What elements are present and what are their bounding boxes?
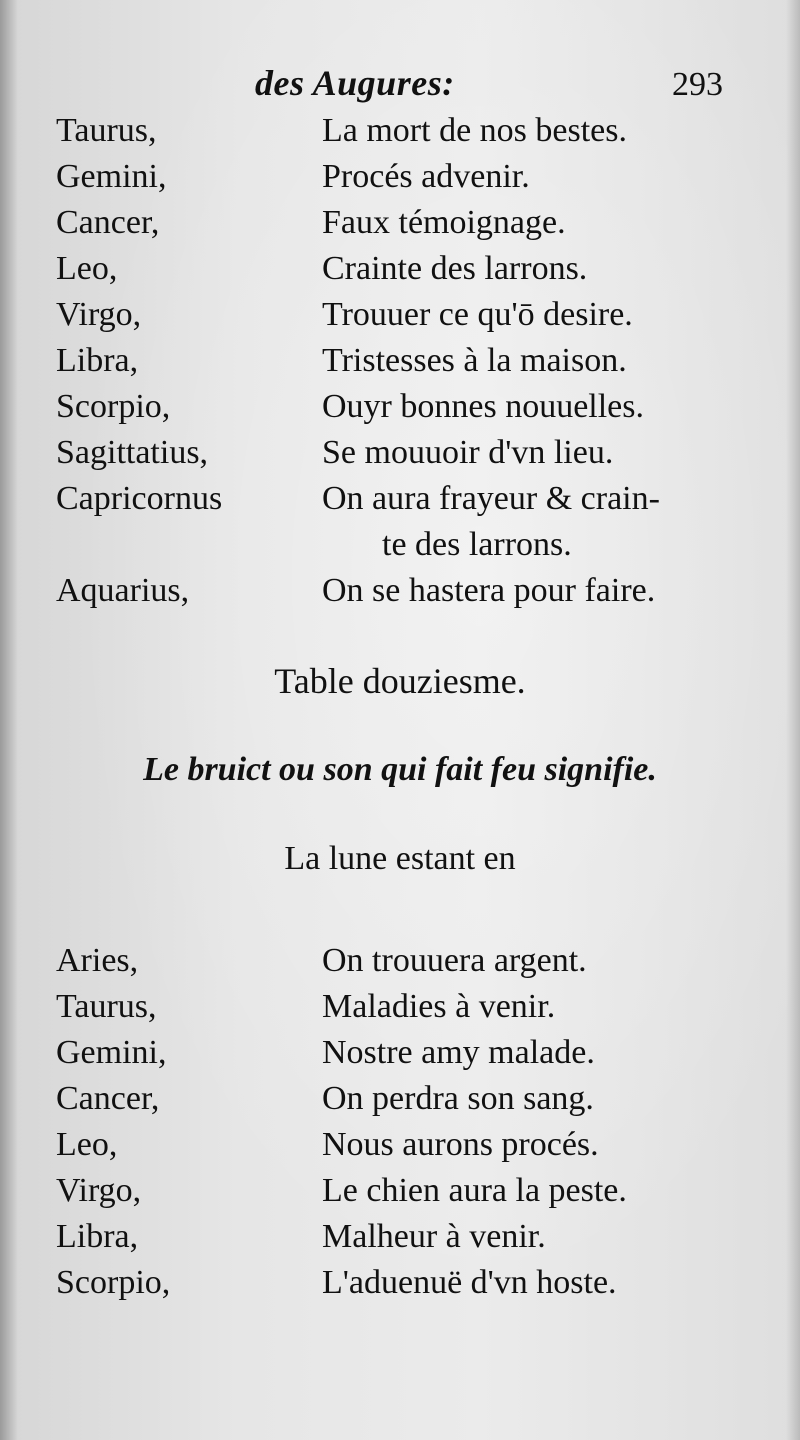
list-row bbox=[0, 568, 800, 614]
sign-meaning: On perdra son sang. bbox=[322, 1080, 594, 1117]
zodiac-sign: Libra, bbox=[56, 342, 139, 379]
table-title: Table douziesme. bbox=[274, 661, 526, 701]
table-subtitle: Le bruict ou son qui fait feu signifie. bbox=[143, 751, 657, 788]
list-row bbox=[0, 984, 800, 1030]
zodiac-sign: Cancer, bbox=[56, 1080, 160, 1117]
zodiac-sign: Taurus, bbox=[56, 112, 157, 149]
zodiac-sign: Gemini, bbox=[56, 1034, 167, 1071]
moon-heading: La lune estant en bbox=[284, 840, 516, 877]
zodiac-sign: Scorpio, bbox=[56, 1264, 171, 1301]
list-row bbox=[0, 108, 800, 154]
first-zodiac-list bbox=[0, 108, 800, 614]
list-row bbox=[0, 476, 800, 522]
list-row bbox=[0, 1030, 800, 1076]
zodiac-sign: Virgo, bbox=[56, 1172, 142, 1209]
list-row bbox=[0, 200, 800, 246]
sign-meaning: te des larrons. bbox=[382, 526, 572, 563]
sign-meaning: Maladies à venir. bbox=[322, 988, 556, 1025]
zodiac-sign: Aquarius, bbox=[56, 572, 190, 609]
sign-meaning: Faux témoignage. bbox=[322, 204, 566, 241]
zodiac-sign: Taurus, bbox=[56, 988, 157, 1025]
list-row bbox=[0, 1214, 800, 1260]
sign-meaning: Nous aurons procés. bbox=[322, 1126, 599, 1163]
sign-meaning: Trouuer ce qu'ō desire. bbox=[322, 296, 633, 333]
list-row bbox=[0, 1122, 800, 1168]
sign-meaning: La mort de nos bestes. bbox=[322, 112, 627, 149]
sign-meaning: L'aduenuë d'vn hoste. bbox=[322, 1264, 617, 1301]
sign-meaning: On se hastera pour faire. bbox=[322, 572, 656, 609]
page-number: 293 bbox=[672, 66, 723, 103]
sign-meaning: Procés advenir. bbox=[322, 158, 530, 195]
zodiac-sign: Scorpio, bbox=[56, 388, 171, 425]
list-row bbox=[0, 384, 800, 430]
sign-meaning: Le chien aura la peste. bbox=[322, 1172, 627, 1209]
sign-meaning: On aura frayeur & crain- bbox=[322, 480, 660, 517]
list-row bbox=[0, 154, 800, 200]
sign-meaning: Crainte des larrons. bbox=[322, 250, 588, 287]
zodiac-sign: Sagittatius, bbox=[56, 434, 209, 471]
zodiac-sign: Libra, bbox=[56, 1218, 139, 1255]
list-row bbox=[0, 938, 800, 984]
sign-meaning: Malheur à venir. bbox=[322, 1218, 546, 1255]
zodiac-sign: Capricornus bbox=[56, 480, 223, 517]
zodiac-sign: Gemini, bbox=[56, 158, 167, 195]
zodiac-sign: Aries, bbox=[56, 942, 139, 979]
sign-meaning: Nostre amy malade. bbox=[322, 1034, 595, 1071]
zodiac-sign: Cancer, bbox=[56, 204, 160, 241]
list-row bbox=[0, 1260, 800, 1306]
sign-meaning: Tristesses à la maison. bbox=[322, 342, 627, 379]
list-row-continuation bbox=[0, 522, 800, 568]
zodiac-sign: Virgo, bbox=[56, 296, 142, 333]
list-row bbox=[0, 292, 800, 338]
running-title: des Augures: bbox=[255, 63, 455, 103]
zodiac-sign: Leo, bbox=[56, 250, 118, 287]
list-row bbox=[0, 246, 800, 292]
sign-meaning: On trouuera argent. bbox=[322, 942, 587, 979]
list-row bbox=[0, 430, 800, 476]
list-row bbox=[0, 1168, 800, 1214]
zodiac-sign: Leo, bbox=[56, 1126, 118, 1163]
sign-meaning: Ouyr bonnes nouuelles. bbox=[322, 388, 645, 425]
second-zodiac-list bbox=[0, 938, 800, 1306]
list-row bbox=[0, 338, 800, 384]
list-row bbox=[0, 1076, 800, 1122]
running-head bbox=[0, 62, 800, 112]
sign-meaning: Se mouuoir d'vn lieu. bbox=[322, 434, 614, 471]
